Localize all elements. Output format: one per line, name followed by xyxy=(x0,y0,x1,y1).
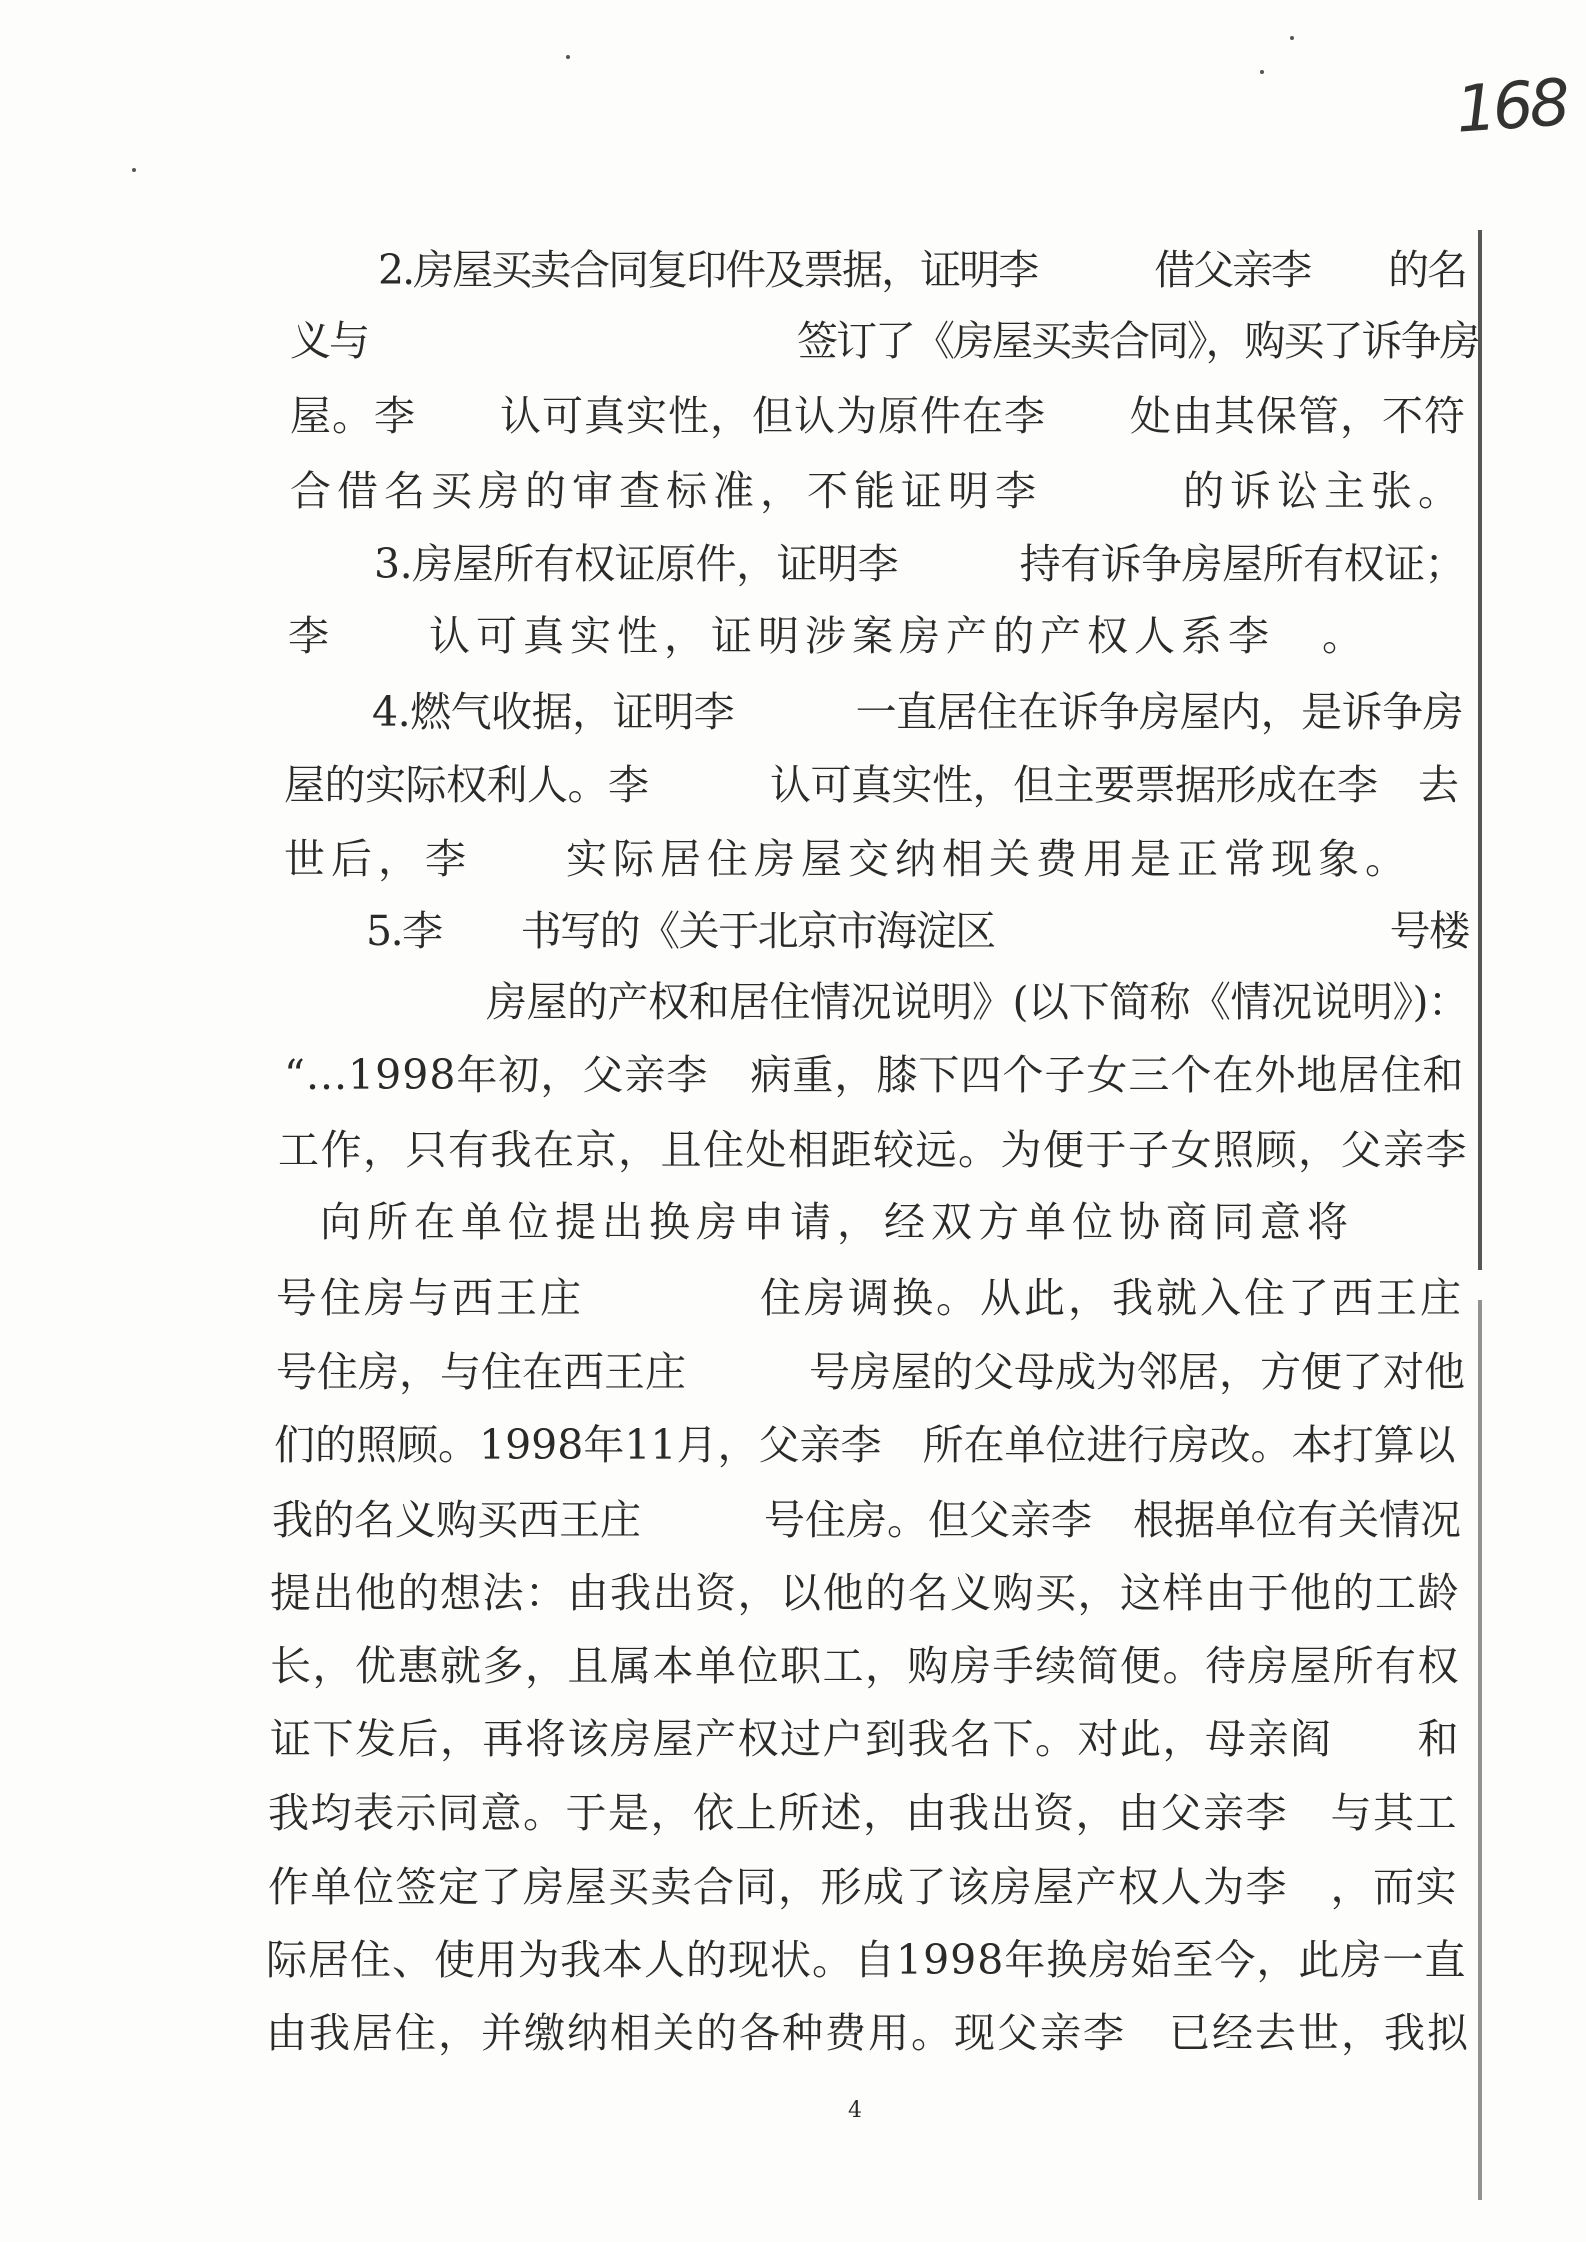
body-text-line: 我均表示同意。于是，依上所述，由我出资，由父亲李 与其工 xyxy=(268,1789,1458,1837)
body-text-line: 房屋的产权和居住情况说明》(以下简称《情况说明》)： xyxy=(486,978,1469,1026)
body-text-line: 工作，只有我在京，且住处相距较远。为便于子女照顾，父亲李 xyxy=(278,1126,1468,1174)
scan-speck xyxy=(566,55,570,59)
scan-speck xyxy=(132,168,136,172)
body-text-line: 义与 签订了《房屋买卖合同》，购买了诉争房 xyxy=(290,317,1479,365)
body-text-line: 证下发后，再将该房屋产权过户到我名下。对此，母亲阎 和 xyxy=(270,1715,1460,1763)
scan-edge-shadow xyxy=(1478,1300,1482,2200)
body-text-line: “...1998年初，父亲李 病重，膝下四个子女三个在外地居住和 xyxy=(284,1051,1465,1099)
body-text-line: 由我居住，并缴纳相关的各种费用。现父亲李 已经去世，我拟 xyxy=(266,2009,1470,2057)
body-text-line: 4.燃气收据，证明李 一直居住在诉争房屋内，是诉争房 xyxy=(372,688,1464,736)
body-text-line: 世后，李 实际居住房屋交纳相关费用是正常现象。 xyxy=(284,835,1412,883)
body-text-line: 号住房，与住在西王庄 号房屋的父母成为邻居，方便了对他 xyxy=(276,1348,1465,1396)
body-text-line: 作单位签定了房屋买卖合同，形成了该房屋产权人为李 ，而实 xyxy=(268,1863,1458,1911)
body-text-line: 我的名义购买西王庄 号住房。但父亲李 根据单位有关情况 xyxy=(272,1496,1461,1544)
scan-edge-shadow xyxy=(1478,230,1482,1270)
body-text-line: 们的照顾。1998年11月，父亲李 所在单位进行房改。本打算以 xyxy=(274,1421,1456,1469)
scan-speck xyxy=(1260,70,1264,74)
body-text-line: 长，优惠就多，且属本单位职工，购房手续简便。待房屋所有权 xyxy=(270,1642,1460,1690)
body-text-line: 提出他的想法：由我出资，以他的名义购买，这样由于他的工龄 xyxy=(270,1569,1460,1617)
scan-speck xyxy=(1290,36,1294,40)
body-text-line: 李 认可真实性，证明涉案房产的产权人系李 。 xyxy=(288,612,1369,660)
body-text-line: 3.房屋所有权证原件，证明李 持有诉争房屋所有权证； xyxy=(374,540,1466,588)
body-text-line: 2.房屋买卖合同复印件及票据，证明李 借父亲李 的名 xyxy=(378,246,1467,294)
page-number: 4 xyxy=(848,2098,862,2123)
handwritten-page-mark: 168 xyxy=(1453,66,1569,148)
body-text-line: 际居住、使用为我本人的现状。自1998年换房始至今，此房一直 xyxy=(266,1936,1467,1984)
body-text-line: 向所在单位提出换房申请，经双方单位协商同意将 xyxy=(320,1198,1354,1246)
body-text-line: 合借名买房的审查标准，不能证明李 的诉讼主张。 xyxy=(290,467,1465,515)
body-text-line: 屋的实际权利人。李 认可真实性，但主要票据形成在李 去 xyxy=(284,761,1459,809)
body-text-line: 屋。李 认可真实性，但认为原件在李 处由其保管，不符 xyxy=(290,392,1466,440)
body-text-line: 号住房与西王庄 住房调换。从此，我就入住了西王庄 xyxy=(276,1274,1464,1322)
body-text-line: 5.李 书写的《关于北京市海淀区 号楼 xyxy=(366,907,1469,955)
